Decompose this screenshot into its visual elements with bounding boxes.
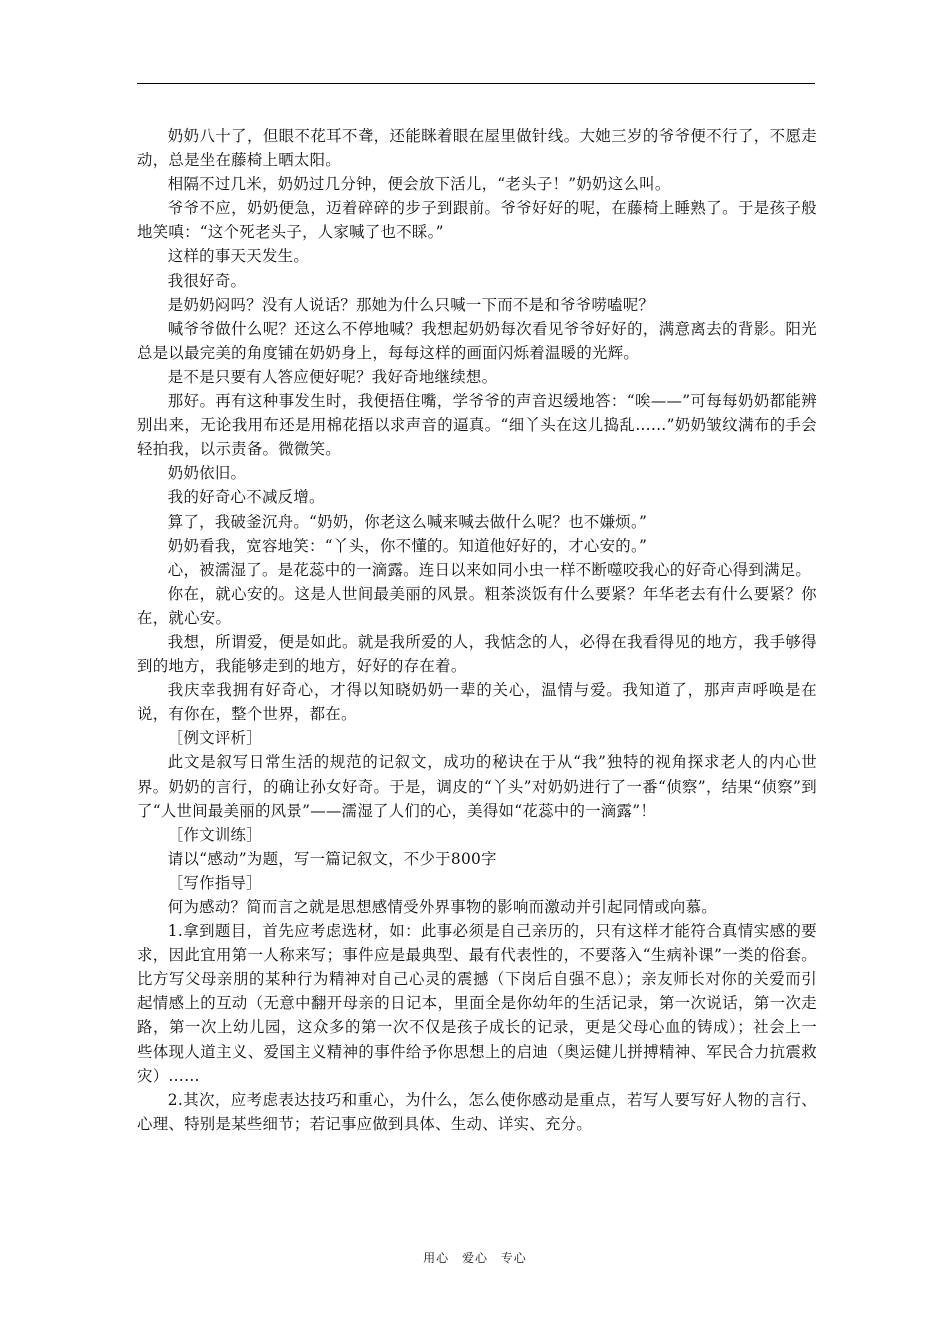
paragraph: 2.其次，应考虑表达技巧和重心，为什么，怎么使你感动是重点，若写人要写好人物的言行、心理、特别是某些细节；若记事应做到具体、生动、详实、充分。 xyxy=(137,1090,817,1133)
paragraph: 是奶奶闷吗？没有人说话？那她为什么只喊一下而不是和爷爷唠嗑呢？ xyxy=(167,295,655,314)
paragraph: 心，被濡湿了。是花蕊中的一滴露。连日以来如同小虫一样不断噬咬我心的好奇心得到满足。 xyxy=(167,560,812,579)
paragraph: 这样的事天天发生。 xyxy=(167,247,310,266)
document-body xyxy=(137,124,817,1136)
page-footer: 用心 爱心 专心 xyxy=(423,1251,527,1265)
paragraph: 何为感动？简而言之就是思想感情受外界事物的影响而激动并引起同情或向慕。 xyxy=(167,898,717,916)
paragraph: 奶奶依旧。 xyxy=(167,464,247,483)
paragraph: 奶奶看我，宽容地笑：“丫头，你不懂的。知道他好好的，才心安的。” xyxy=(167,536,648,555)
paragraph: 此文是叙写日常生活的规范的记叙文，成功的秘诀在于从“我”独特的视角探求老人的内心世界。奶奶的言行，的确让孙女好奇。于是，调皮的“丫头”对奶奶进行了一番“侦察”，结果“侦察”到了“人世间最美丽的风景”——濡湿了人们的心，美得如“花蕊中的一滴露”！ xyxy=(137,753,817,820)
section-heading: ［例文评析］ xyxy=(167,729,262,748)
header-rule xyxy=(137,83,815,84)
paragraph: 我想，所谓爱，便是如此。就是我所爱的人，我惦念的人，必得在我看得见的地方，我手够得到的地方，我能够走到的地方，好好的存在着。 xyxy=(137,632,817,676)
section-heading: ［作文训练］ xyxy=(167,825,262,844)
paragraph: 我的好奇心不减反增。 xyxy=(167,488,325,507)
section-heading: ［写作指导］ xyxy=(167,873,262,892)
paragraph: 奶奶八十了，但眼不花耳不聋，还能眯着眼在屋里做针线。大她三岁的爷爷便不行了，不愿走动，总是坐在藤椅上晒太阳。 xyxy=(137,127,817,170)
paragraph: 是不是只要有人答应便好呢？我好奇地继续想。 xyxy=(167,367,498,386)
paragraph: 我庆幸我拥有好奇心，才得以知晓奶奶一辈的关心，温情与爱。我知道了，那声声呼唤是在说，有你在，整个世界，都在。 xyxy=(137,681,817,724)
paragraph: 相隔不过几米，奶奶过几分钟，便会放下活儿，“老头子！”奶奶这么叫。 xyxy=(167,175,671,194)
paragraph: 喊爷爷做什么呢？还这么不停地喊？我想起奶奶每次看见爷爷好好的，满意离去的背影。阳光总是以最完美的角度铺在奶奶身上，每每这样的画面闪烁着温暖的光辉。 xyxy=(137,319,817,362)
paragraph: 那好。再有这种事发生时，我便捂住嘴，学爷爷的声音迟缓地答：“唉——”可每每奶奶都能辨别出来，无论我用布还是用棉花捂以求声音的逼真。“细丫头在这儿捣乱……”奶奶皱纹满布的手会轻拍我，以示责备。微微笑。 xyxy=(137,392,817,459)
paragraph: 你在，就心安的。这是人世间最美丽的风景。粗茶淡饭有什么要紧？年华老去有什么要紧？你在，就心安。 xyxy=(137,584,817,627)
paragraph: 爷爷不应，奶奶便急，迈着碎碎的步子到跟前。爷爷好好的呢，在藤椅上睡熟了。于是孩子般地笑嗔：“这个死老头子，人家喊了也不睬。” xyxy=(137,199,817,242)
paragraph: 我很好奇。 xyxy=(167,271,247,290)
paragraph: 算了，我破釜沉舟。“奶奶，你老这么喊来喊去做什么呢？也不嫌烦。” xyxy=(167,512,648,531)
paragraph: 请以“感动”为题，写一篇记叙文，不少于800字 xyxy=(167,849,497,868)
paragraph: 1.拿到题目，首先应考虑选材，如：此事必须是自己亲历的，只有这样才能符合真情实感的要求，因此宜用第一人称来写；事件应是最典型、最有代表性的，不要落入“生病补课”一类的俗套。比方写父母亲朋的某种行为精神对自己心灵的震撼（下岗后自强不息）；亲友师长对你的关爱而引起情感上的互动（无意中翻开母亲的日记本，里面全是你幼年的生活记录，第一次说话，第一次走路，第一次上幼儿园，这众多的第一次不仅是孩子成长的记录，更是父母心血的铸成）；社会上一些体现人道主义、爱国主义精神的事件给予你思想上的启迪（奥运健儿拼搏精神、军民合力抗震救灾）…… xyxy=(137,922,817,1085)
